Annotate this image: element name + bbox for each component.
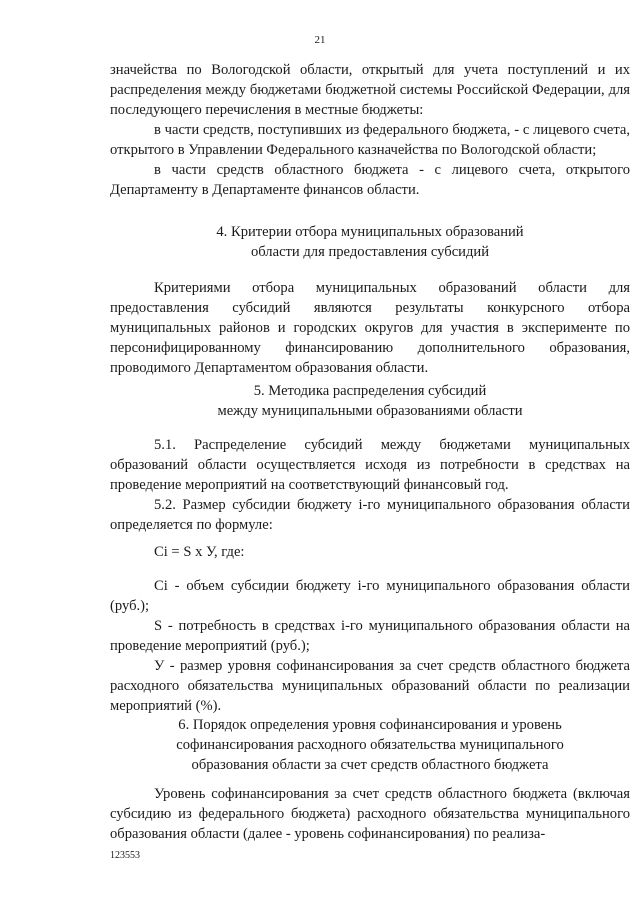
formula-text: Ci = S x У, где: [154, 544, 245, 560]
section-6-heading-line3: образования области за счет средств областного бюджета [191, 757, 549, 773]
section-4-heading-line1: 4. Критерии отбора муниципальных образований [216, 224, 524, 240]
definition-ci: Ci - объем субсидии бюджету i-го муниципального образования области (руб.); [110, 578, 630, 614]
paragraph-5-1: 5.1. Распределение субсидий между бюджетами муниципальных образований области осуществляется исходя из потребности в средствах на проведение мероприятий на соответствующий финансовый год. [110, 437, 630, 493]
paragraph-5-2: 5.2. Размер субсидии бюджету i-го муниципального образования области определяется по формуле: [110, 497, 630, 533]
paragraph-federal: в части средств, поступивших из федерального бюджета, - с лицевого счета, открытого в Управлении Федерального казначейства по Вологодской области; [110, 122, 630, 158]
block-intro [110, 60, 630, 200]
definition-s: S - потребность в средствах i-го муниципального образования области на проведение мероприятий (руб.); [110, 618, 630, 654]
paragraph-intro: значейства по Вологодской области, открытый для учета поступлений и их распределения между бюджетами бюджетной системы Российской Федерации, для последующего перечисления в местные бюджеты: [110, 62, 630, 118]
definition-u: У - размер уровня софинансирования за счет средств областного бюджета расходного обязательства муниципальных образований области по реализации мероприятий (%). [110, 658, 630, 714]
section-4-body [110, 278, 630, 378]
section-5-heading-line1: 5. Методика распределения субсидий [253, 383, 487, 399]
section-6-heading-line2: софинансирования расходного обязательства муниципального [176, 737, 564, 753]
section-5-body [110, 435, 630, 535]
section-5-heading-line2: между муниципальными образованиями области [217, 403, 523, 419]
section-4-heading [110, 222, 630, 262]
page-number: 21 [314, 34, 326, 46]
section-5-heading [110, 381, 630, 421]
paragraph-regional: в части средств областного бюджета - с лицевого счета, открытого Департаменту в Департаменте финансов области. [110, 162, 630, 198]
footer-code: 123553 [110, 850, 140, 861]
section-6-heading [110, 715, 630, 775]
section-4-paragraph: Критериями отбора муниципальных образований области для предоставления субсидий являются результаты конкурсного отбора муниципальных районов и городских округов для участия в эксперименте по персонифицированному финансированию дополнительного образования, проводимого Департаментом образования области. [110, 280, 630, 376]
section-6-heading-line1: 6. Порядок определения уровня софинансирования и уровень [178, 717, 562, 733]
formula [110, 542, 630, 562]
section-6-body [110, 784, 630, 844]
formula-definitions [110, 576, 630, 716]
section-4-heading-line2: области для предоставления субсидий [250, 244, 490, 260]
section-6-paragraph: Уровень софинансирования за счет средств областного бюджета (включая субсидию из федерального бюджета) расходного обязательства муниципального образования области (далее - уровень софинансирования) по реализа- [110, 786, 630, 842]
